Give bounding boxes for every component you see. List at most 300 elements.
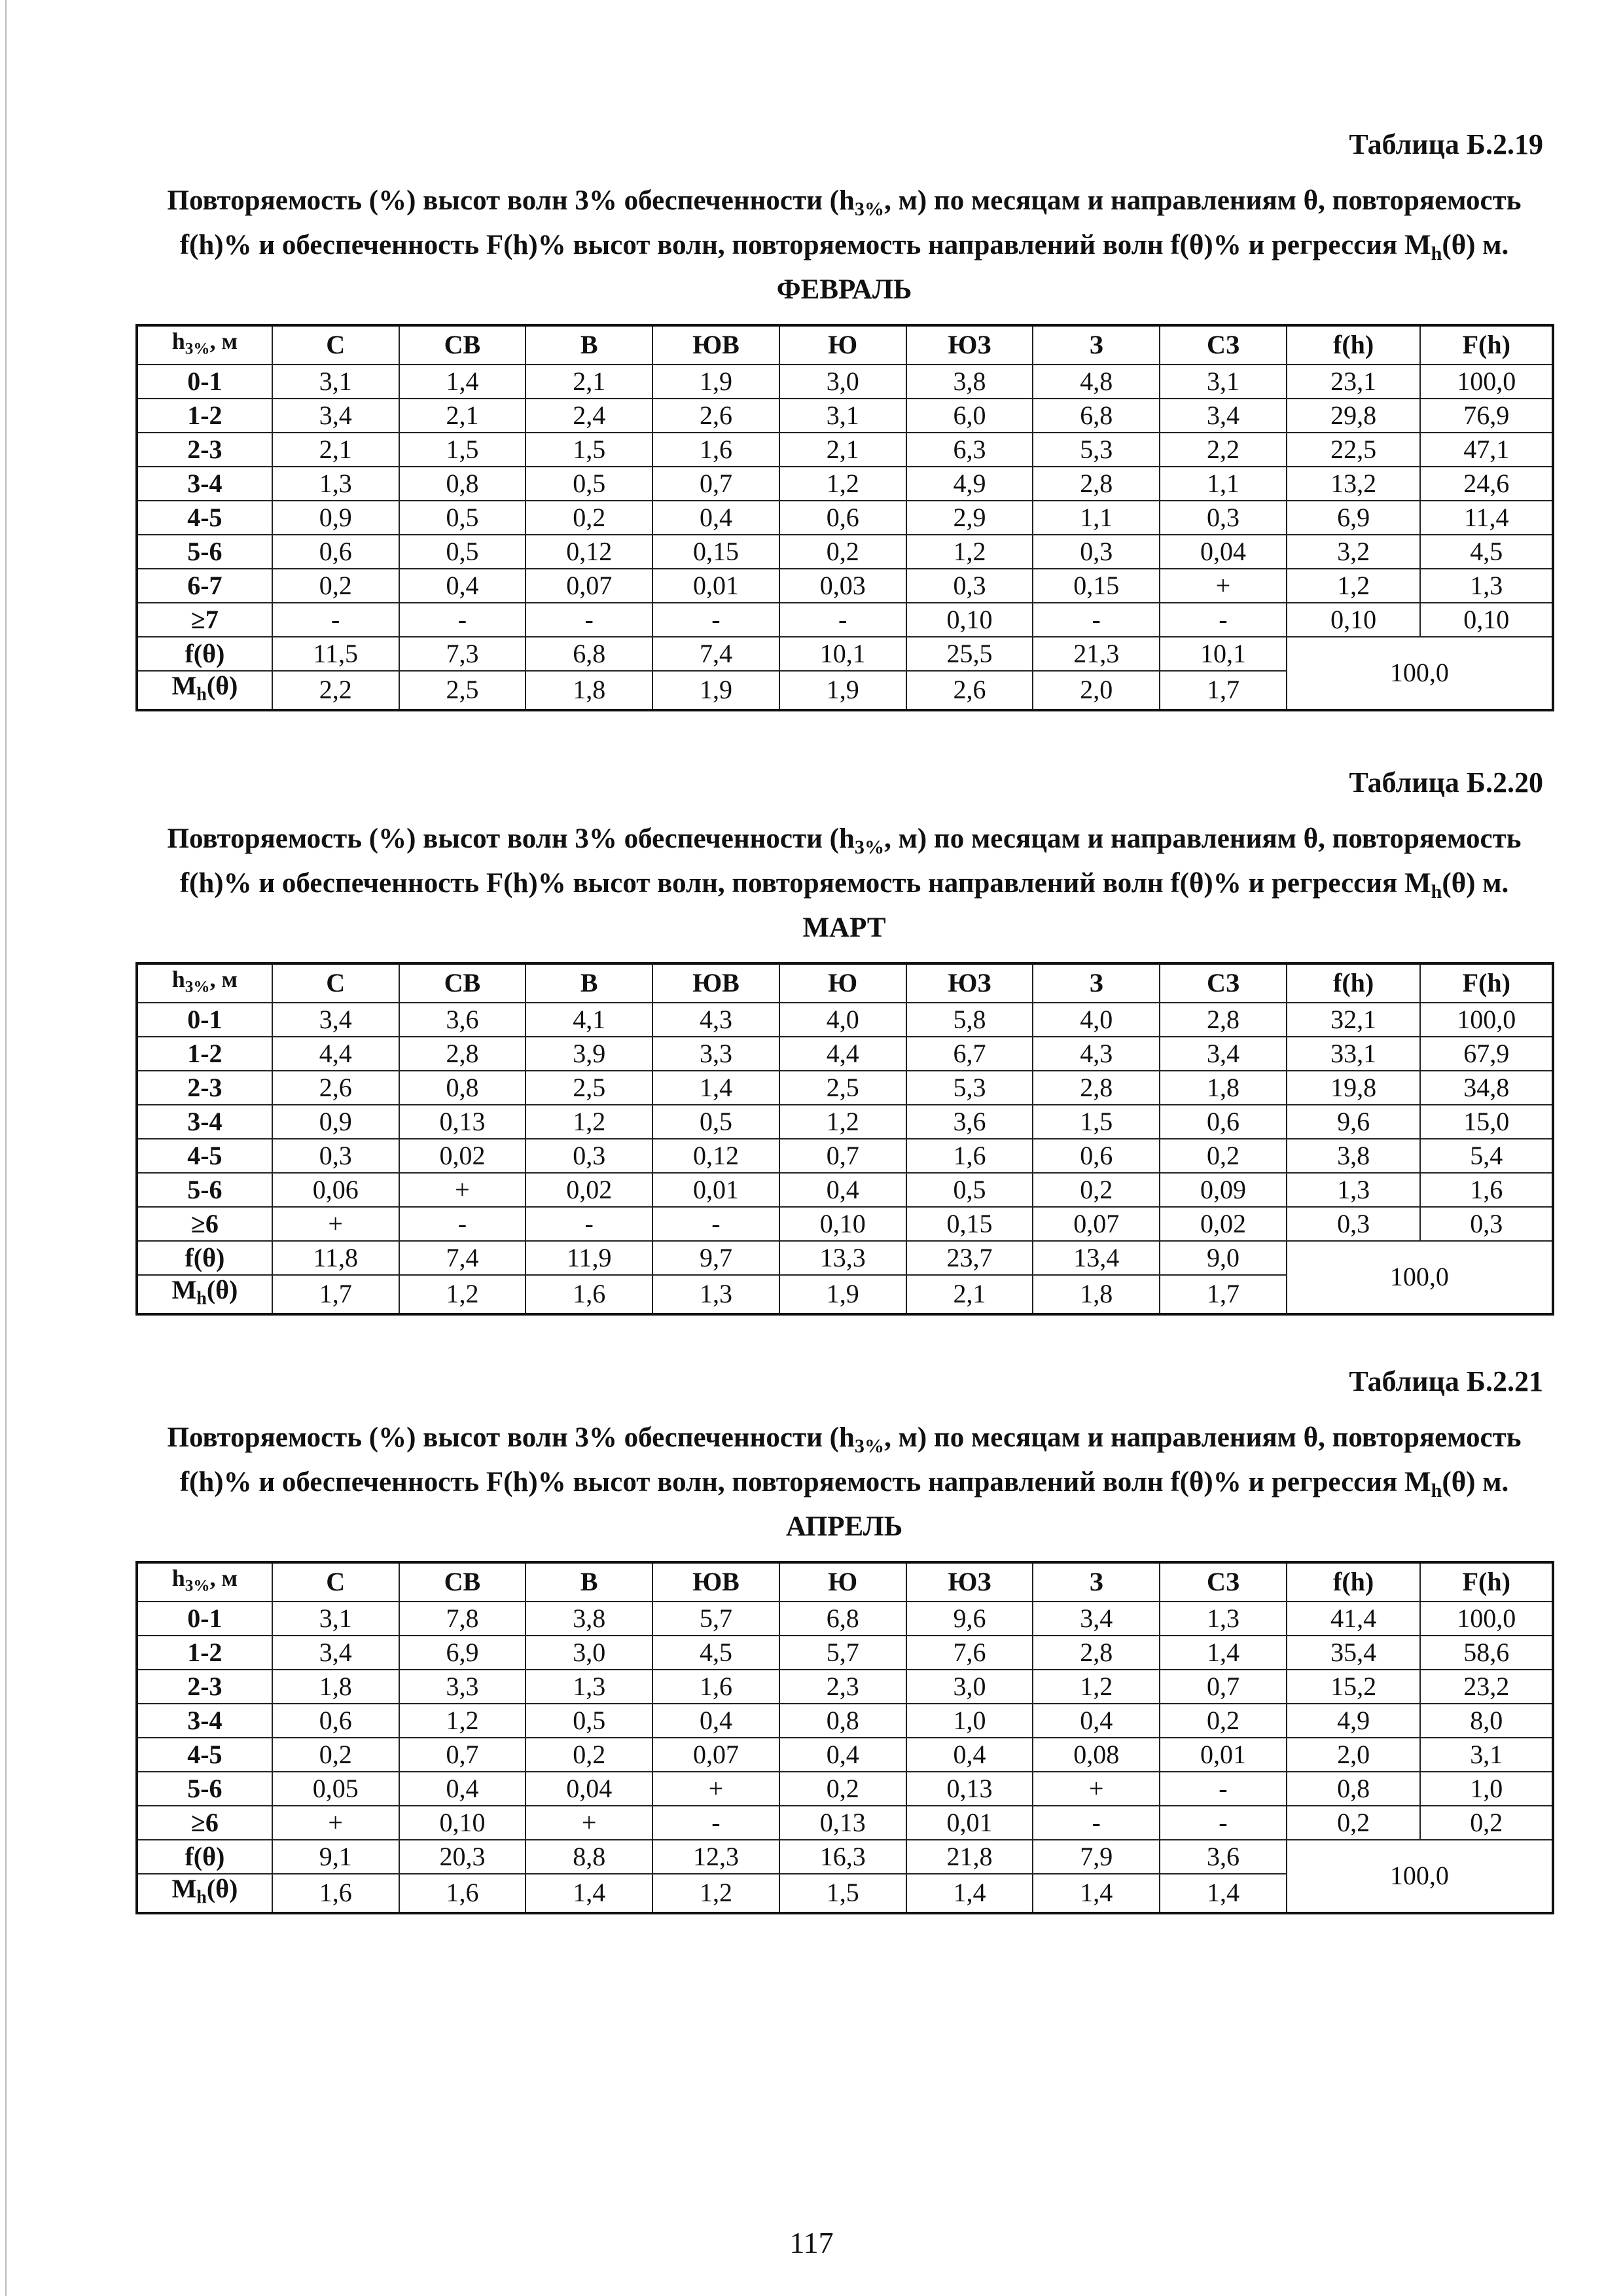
table-cell: 7,9 [1033,1840,1160,1874]
table-cell: 7,4 [652,637,779,671]
table-cell: - [399,603,526,637]
table-cell: 0,5 [526,1704,652,1738]
table-cell: 0,5 [906,1173,1033,1207]
header-row [137,963,1553,1003]
table-caption: Повторяемость (%) высот волн 3% обеспеченности ($h_{3\%}$, м) по месяцам и направлениям θ, повторяемость f(h)% и обеспеченность F(h)% высот волн, повторяемость направлений волн f(θ)% и регрессия $M_h(\theta)$ м. АПРЕЛЬ [167,1422,1522,1543]
table-cell: 2,4 [526,399,652,433]
table-cell: 1,8 [1033,1275,1160,1314]
column-header: F(h) [1420,325,1553,365]
table-cell: 1,5 [1033,1105,1160,1139]
table-cell: 6,0 [906,399,1033,433]
table-cell: 0,7 [1160,1670,1287,1704]
table-cell: 3,0 [779,365,906,399]
table-cell: 2,8 [1160,1003,1287,1037]
column-header: ЮЗ [906,325,1033,365]
table-cell: 1,4 [652,1071,779,1105]
table-cell: 0,9 [272,1105,399,1139]
table-cell: 11,9 [526,1241,652,1275]
table-cell: - [779,603,906,637]
table-cell: 3,8 [526,1602,652,1636]
table-cell: 2,8 [1033,1636,1160,1670]
table-cell: 0,6 [779,501,906,535]
table-cell: 34,8 [1420,1071,1553,1105]
table-cell: 0,4 [399,569,526,603]
table-cell: 5,7 [779,1636,906,1670]
table-cell: 0,03 [779,569,906,603]
table-cell: 0,4 [399,1772,526,1806]
table-cell: 0,6 [272,1704,399,1738]
table-cell: 1,9 [779,671,906,710]
table-cell: 0,2 [526,1738,652,1772]
table-cell: 0,3 [1420,1207,1553,1241]
table-cell: 3,1 [272,1602,399,1636]
table-cell: 100,0 [1420,365,1553,399]
table-cell: 4,8 [1033,365,1160,399]
table-cell: 0,5 [526,467,652,501]
table-row [137,1105,1553,1139]
column-header: f(h) [1287,963,1421,1003]
table-cell: + [1160,569,1287,603]
table-cell: 3,8 [1287,1139,1421,1173]
row-header-f-theta: f(θ) [137,1241,272,1275]
table-cell: 3,6 [399,1003,526,1037]
table-cell: - [1160,1772,1287,1806]
table-cell: 1,6 [906,1139,1033,1173]
table-cell: 2,1 [399,399,526,433]
table-cell: 0,2 [1160,1139,1287,1173]
table-cell: 3,6 [1160,1840,1287,1874]
table-row [137,1806,1553,1840]
table-cell: 24,6 [1420,467,1553,501]
table-cell: 4,4 [779,1037,906,1071]
wave-table [135,1561,1554,1914]
table-cell: - [1033,1806,1160,1840]
table-cell: 0,6 [1033,1139,1160,1173]
table-cell: 2,1 [272,433,399,467]
table-cell: 1,2 [779,467,906,501]
table-cell: 3,9 [526,1037,652,1071]
table-cell: 1,2 [399,1275,526,1314]
table-cell: 4,5 [1420,535,1553,569]
table-cell: 5,7 [652,1602,779,1636]
page-number: 117 [789,2226,834,2259]
table-cell: 0,10 [906,603,1033,637]
table-cell: 0,4 [779,1738,906,1772]
table-cell: 3,4 [1033,1602,1160,1636]
table-cell: 0,2 [779,535,906,569]
table-cell: 1,8 [526,671,652,710]
table-cell: 1,5 [779,1874,906,1913]
table-label: Таблица Б.2.21 [1349,1365,1543,1397]
table-cell: 100,0 [1420,1003,1553,1037]
table-cell: 0,10 [399,1806,526,1840]
row-header-m-theta: $M_h(\theta)$ [137,1275,272,1314]
table-cell: 13,3 [779,1241,906,1275]
row-header-height-range: 3-4 [137,467,272,501]
column-header: Ю [779,963,906,1003]
column-header: F(h) [1420,963,1553,1003]
table-row [137,1139,1553,1173]
table-cell: 2,2 [272,671,399,710]
page-edge [0,0,7,2296]
table-cell: 13,2 [1287,467,1421,501]
table-cell: 3,1 [1420,1738,1553,1772]
table-cell: 2,3 [779,1670,906,1704]
table-cell: 1,4 [399,365,526,399]
table-row [137,365,1553,399]
table-cell: 1,2 [1033,1670,1160,1704]
table-cell: 0,2 [1160,1704,1287,1738]
table-cell: 100,0 [1420,1602,1553,1636]
table-cell: 0,2 [526,501,652,535]
table-cell: 1,7 [272,1275,399,1314]
table-cell: - [526,1207,652,1241]
table-cell: 6,7 [906,1037,1033,1071]
table-row [137,399,1553,433]
table-cell: 4,0 [1033,1003,1160,1037]
table-cell: 9,7 [652,1241,779,1275]
wave-table [135,962,1554,1316]
table-cell: 0,8 [1287,1772,1421,1806]
table-cell: 1,6 [526,1275,652,1314]
row-header-height-range: 1-2 [137,1037,272,1071]
row-header-height-range: 3-4 [137,1105,272,1139]
column-header: В [526,325,652,365]
table-cell: 12,3 [652,1840,779,1874]
table-cell: 3,3 [652,1037,779,1071]
table-cell: 0,3 [526,1139,652,1173]
table-cell: 15,2 [1287,1670,1421,1704]
row-header-height-range: 0-1 [137,365,272,399]
table-cell: + [272,1806,399,1840]
table-cell: + [526,1806,652,1840]
table-cell: 3,8 [906,365,1033,399]
table-row [137,569,1553,603]
row-header-height-range: 0-1 [137,1003,272,1037]
row-header-height-range: 5-6 [137,1173,272,1207]
column-header: f(h) [1287,1562,1421,1602]
table-cell: 0,04 [1160,535,1287,569]
table-cell: 67,9 [1420,1037,1553,1071]
table-cell: 1,2 [652,1874,779,1913]
table-cell: 0,02 [1160,1207,1287,1241]
table-cell: 1,3 [526,1670,652,1704]
table-cell: 2,8 [1033,467,1160,501]
table-cell: 1,4 [526,1874,652,1913]
table-cell: 9,6 [906,1602,1033,1636]
table-cell: 1,3 [1160,1602,1287,1636]
total-cell: 100,0 [1287,1840,1553,1913]
table-cell: 0,6 [272,535,399,569]
f-theta-row [137,637,1553,671]
table-cell: 1,0 [1420,1772,1553,1806]
table-cell: 0,09 [1160,1173,1287,1207]
table-cell: 0,2 [779,1772,906,1806]
column-header-height: $h_{3\%}$, м [137,963,272,1003]
table-cell: 21,3 [1033,637,1160,671]
table-cell: 22,5 [1287,433,1421,467]
table-cell: 1,0 [906,1704,1033,1738]
column-header: З [1033,963,1160,1003]
table-cell: 1,1 [1160,467,1287,501]
table-cell: - [1160,1806,1287,1840]
table-cell: 1,9 [652,365,779,399]
column-header: ЮЗ [906,963,1033,1003]
table-cell: 1,2 [526,1105,652,1139]
table-cell: 6,9 [1287,501,1421,535]
table-cell: 5,3 [906,1071,1033,1105]
table-cell: 0,5 [399,501,526,535]
row-header-height-range: 1-2 [137,399,272,433]
table-cell: 0,7 [779,1139,906,1173]
table-label: Таблица Б.2.20 [1349,766,1543,798]
table-cell: 0,13 [399,1105,526,1139]
table-cell: 1,3 [1287,1173,1421,1207]
table-cell: 1,6 [399,1874,526,1913]
row-header-height-range: 4-5 [137,1738,272,1772]
row-header-height-range: ≥6 [137,1806,272,1840]
table-cell: 0,01 [652,1173,779,1207]
table-row [137,1003,1553,1037]
table-cell: 0,3 [1287,1207,1421,1241]
table-cell: 32,1 [1287,1003,1421,1037]
table-cell: 3,0 [526,1636,652,1670]
table-cell: 35,4 [1287,1636,1421,1670]
table-cell: 0,7 [399,1738,526,1772]
table-cell: 1,3 [1420,569,1553,603]
table-cell: 0,4 [652,1704,779,1738]
table-cell: 0,8 [399,467,526,501]
table-cell: 7,4 [399,1241,526,1275]
table-row [137,1071,1553,1105]
table-cell: 2,1 [526,365,652,399]
table-cell: 23,7 [906,1241,1033,1275]
table-cell: 2,9 [906,501,1033,535]
table-cell: 3,4 [272,399,399,433]
table-cell: 1,2 [1287,569,1421,603]
table-cell: 11,5 [272,637,399,671]
table-cell: 11,4 [1420,501,1553,535]
table-cell: 58,6 [1420,1636,1553,1670]
table-cell: + [1033,1772,1160,1806]
table-row [137,433,1553,467]
table-cell: 4,5 [652,1636,779,1670]
table-cell: 0,15 [652,535,779,569]
row-header-height-range: ≥6 [137,1207,272,1241]
table-cell: - [652,1806,779,1840]
table-cell: 0,10 [779,1207,906,1241]
table-cell: 1,2 [779,1105,906,1139]
table-cell: 0,07 [526,569,652,603]
row-header-height-range: 5-6 [137,535,272,569]
table-cell: 1,4 [1160,1874,1287,1913]
table-cell: 6,8 [779,1602,906,1636]
table-cell: 13,4 [1033,1241,1160,1275]
table-cell: 19,8 [1287,1071,1421,1105]
table-row [137,1207,1553,1241]
column-header-height: $h_{3\%}$, м [137,325,272,365]
row-header-m-theta: $M_h(\theta)$ [137,671,272,710]
table-cell: 9,1 [272,1840,399,1874]
table-row [137,1704,1553,1738]
table-cell: 1,4 [1033,1874,1160,1913]
table-cell: 3,1 [272,365,399,399]
table-cell: 3,1 [779,399,906,433]
table-cell: 2,1 [906,1275,1033,1314]
header-row [137,1562,1553,1602]
table-cell: 3,1 [1160,365,1287,399]
table-cell: - [526,603,652,637]
column-header: З [1033,325,1160,365]
table-cell: 0,2 [1033,1173,1160,1207]
table-row [137,1772,1553,1806]
table-cell: 2,2 [1160,433,1287,467]
table-cell: 1,7 [1160,671,1287,710]
row-header-height-range: 4-5 [137,501,272,535]
column-header: СЗ [1160,963,1287,1003]
table-cell: + [399,1173,526,1207]
table-row [137,1037,1553,1071]
column-header: F(h) [1420,1562,1553,1602]
table-cell: 1,4 [906,1874,1033,1913]
table-cell: 0,07 [652,1738,779,1772]
table-cell: 2,5 [779,1071,906,1105]
wave-table [135,324,1554,711]
column-header: Ю [779,325,906,365]
row-header-height-range: ≥7 [137,603,272,637]
f-theta-row [137,1241,1553,1275]
row-header-height-range: 2-3 [137,1071,272,1105]
table-caption: Повторяемость (%) высот волн 3% обеспеченности ($h_{3\%}$, м) по месяцам и направлениям θ, повторяемость f(h)% и обеспеченность F(h)% высот волн, повторяемость направлений волн f(θ)% и регрессия $M_h(\theta)$ м. МАРТ [167,823,1522,944]
table-cell: 25,5 [906,637,1033,671]
table-cell: 7,3 [399,637,526,671]
table-cell: 0,5 [652,1105,779,1139]
table-row [137,1602,1553,1636]
column-header: СВ [399,963,526,1003]
table-cell: 10,1 [1160,637,1287,671]
table-cell: 0,02 [526,1173,652,1207]
table-cell: 4,0 [779,1003,906,1037]
column-header: З [1033,1562,1160,1602]
table-cell: 4,9 [1287,1704,1421,1738]
table-cell: - [1160,603,1287,637]
table-cell: 11,8 [272,1241,399,1275]
column-header: С [272,1562,399,1602]
table-cell: 1,4 [1160,1636,1287,1670]
table-cell: 0,8 [399,1071,526,1105]
f-theta-row [137,1840,1553,1874]
table-cell: 0,6 [1160,1105,1287,1139]
table-cell: 1,9 [779,1275,906,1314]
table-cell: 5,3 [1033,433,1160,467]
column-header: СВ [399,1562,526,1602]
table-row [137,1173,1553,1207]
table-cell: 0,15 [906,1207,1033,1241]
table-cell: 0,13 [906,1772,1033,1806]
table-cell: 2,0 [1287,1738,1421,1772]
total-cell: 100,0 [1287,637,1553,710]
table-cell: 2,5 [526,1071,652,1105]
table-cell: 2,6 [906,671,1033,710]
table-cell: 0,10 [1420,603,1553,637]
table-cell: - [399,1207,526,1241]
table-cell: 0,02 [399,1139,526,1173]
table-cell: 47,1 [1420,433,1553,467]
table-cell: 0,12 [526,535,652,569]
table-cell: 0,2 [272,569,399,603]
header-row [137,325,1553,365]
table-cell: 1,5 [399,433,526,467]
table-cell: 21,8 [906,1840,1033,1874]
table-cell: 2,8 [1033,1071,1160,1105]
row-header-height-range: 0-1 [137,1602,272,1636]
table-cell: 3,4 [1160,399,1287,433]
table-cell: 4,1 [526,1003,652,1037]
table-cell: 0,06 [272,1173,399,1207]
table-cell: 4,3 [1033,1037,1160,1071]
column-header: В [526,963,652,1003]
table-cell: 0,08 [1033,1738,1160,1772]
table-row [137,535,1553,569]
table-cell: 0,12 [652,1139,779,1173]
table-cell: - [272,603,399,637]
column-header: f(h) [1287,325,1421,365]
table-cell: 0,3 [1033,535,1160,569]
table-cell: 0,07 [1033,1207,1160,1241]
table-cell: 2,6 [652,399,779,433]
table-cell: 1,6 [652,1670,779,1704]
table-cell: 3,3 [399,1670,526,1704]
table-cell: 1,9 [652,671,779,710]
column-header: С [272,963,399,1003]
row-header-height-range: 1-2 [137,1636,272,1670]
table-cell: 1,2 [906,535,1033,569]
table-cell: 2,0 [1033,671,1160,710]
row-header-m-theta: $M_h(\theta)$ [137,1874,272,1913]
table-cell: 3,2 [1287,535,1421,569]
table-cell: 1,2 [399,1704,526,1738]
table-cell: 6,8 [1033,399,1160,433]
table-cell: 1,5 [526,433,652,467]
table-cell: 4,4 [272,1037,399,1071]
table-cell: 1,6 [272,1874,399,1913]
table-cell: 0,2 [1420,1806,1553,1840]
table-cell: 2,1 [779,433,906,467]
column-header: ЮЗ [906,1562,1033,1602]
table-cell: 0,4 [1033,1704,1160,1738]
table-cell: 23,2 [1420,1670,1553,1704]
table-cell: 3,0 [906,1670,1033,1704]
table-cell: 0,04 [526,1772,652,1806]
table-cell: 29,8 [1287,399,1421,433]
table-cell: 10,1 [779,637,906,671]
table-cell: 2,8 [399,1037,526,1071]
row-header-height-range: 5-6 [137,1772,272,1806]
column-header: С [272,325,399,365]
table-cell: 0,3 [906,569,1033,603]
table-cell: 1,6 [1420,1173,1553,1207]
table-cell: 1,1 [1033,501,1160,535]
table-cell: 8,8 [526,1840,652,1874]
table-cell: 1,8 [1160,1071,1287,1105]
table-cell: 0,01 [652,569,779,603]
table-cell: 6,9 [399,1636,526,1670]
table-cell: 4,9 [906,467,1033,501]
table-cell: 3,4 [272,1636,399,1670]
table-row [137,501,1553,535]
table-cell: - [652,1207,779,1241]
row-header-height-range: 4-5 [137,1139,272,1173]
